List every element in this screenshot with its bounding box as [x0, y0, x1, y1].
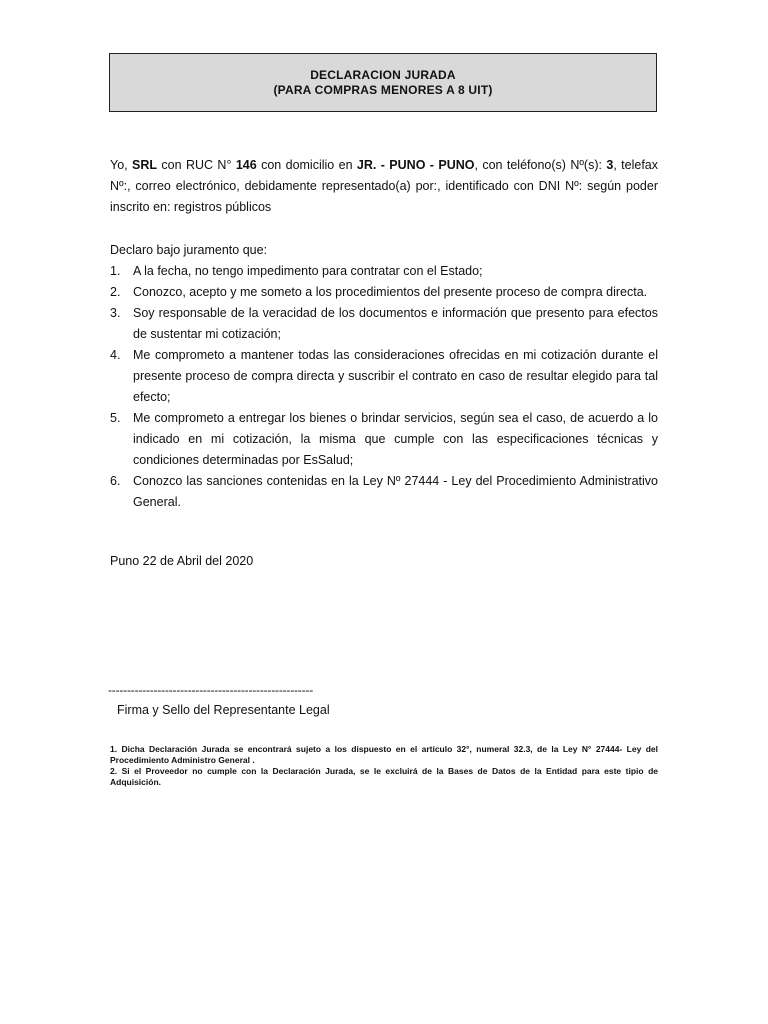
signature-label: Firma y Sello del Representante Legal: [117, 703, 330, 717]
list-item-text: Me comprometo a entregar los bienes o brindar servicios, según sea el caso, de acuerdo a lo indicado en mi cotización, la misma que cumple con las especificaciones técnicas y condiciones determinadas por EsSalud;: [133, 411, 658, 467]
intro-text-2: con RUC N°: [157, 158, 236, 172]
document-title: DECLARACION JURADA: [310, 67, 456, 82]
address: JR. - PUNO - PUNO: [356, 158, 475, 172]
footnotes: [110, 744, 658, 788]
intro-text-4: , con teléfono(s) Nº(s):: [474, 158, 607, 172]
list-item: [110, 471, 658, 513]
footnote: 1. Dicha Declaración Jurada se encontrará sujeto a los dispuesto en el artículo 32°, numeral 32.3, de la Ley N° 27444- Ley del Procedimiento Administro General .: [110, 744, 658, 765]
list-item: [110, 345, 658, 408]
list-item-number: 4.: [110, 348, 121, 362]
phone-number: 3: [606, 158, 614, 172]
intro-paragraph: [110, 155, 658, 218]
list-item-number: 3.: [110, 306, 121, 320]
declaration-heading: Declaro bajo juramento que:: [110, 243, 268, 257]
list-item: [110, 261, 658, 282]
list-item-text: Soy responsable de la veracidad de los documentos e información que presento para efectos de sustentar mi cotización;: [133, 306, 658, 341]
list-item: [110, 408, 658, 471]
list-item: [110, 282, 658, 303]
list-item-text: Conozco las sanciones contenidas en la Ley Nº 27444 - Ley del Procedimiento Administrativo General.: [133, 474, 658, 509]
intro-text-3: con domicilio en: [256, 158, 357, 172]
company-name: SRL: [132, 158, 158, 172]
ruc-number: 146: [235, 158, 257, 172]
document-header-box: [109, 53, 657, 112]
intro-text-1: Yo,: [110, 158, 133, 172]
list-item-number: 6.: [110, 474, 121, 488]
footnote: 2. Si el Proveedor no cumple con la Declaración Jurada, se le excluirá de la Bases de Datos de la Entidad para este tipio de Adquisición.: [110, 766, 658, 787]
declaration-list: [110, 261, 658, 513]
list-item-text: Conozco, acepto y me someto a los procedimientos del presente proceso de compra directa.: [133, 285, 648, 299]
list-item-text: Me comprometo a mantener todas las consideraciones ofrecidas en mi cotización durante el presente proceso de compra directa y suscribir el contrato en caso de resultar elegido para tal efecto;: [133, 348, 658, 404]
list-item-number: 2.: [110, 285, 121, 299]
place-date: Puno 22 de Abril del 2020: [110, 554, 254, 568]
list-item-text: A la fecha, no tengo impedimento para contratar con el Estado;: [133, 264, 483, 278]
list-item-number: 5.: [110, 411, 121, 425]
signature-line: ------------------------------------------------------: [108, 683, 313, 697]
intro-text-5: , telefax Nº:, correo electrónico, debidamente representado(a) por:, identificado con DNI Nº: según poder inscrito en: registros públicos: [110, 158, 659, 214]
list-item: [110, 303, 658, 345]
declaration-section: [110, 240, 658, 513]
document-subtitle: (PARA COMPRAS MENORES A 8 UIT): [273, 82, 493, 97]
list-item-number: 1.: [110, 264, 121, 278]
